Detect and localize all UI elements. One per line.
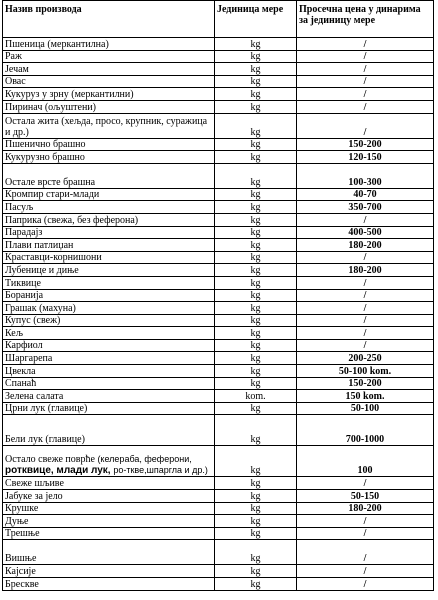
price-cell: / [297,527,434,540]
table-row [3,327,434,340]
table-row [3,502,434,515]
product-name: Остале врсте брашна [3,163,215,188]
product-name: Спанаћ [3,377,215,390]
product-name: Остала жита (хељда, просо, крупник, суражица и др.) [3,113,215,138]
price-cell: 50-100 kom. [297,365,434,378]
product-name: Зелена салата [3,390,215,403]
unit-cell: kg [215,302,297,315]
unit-cell: kg [215,201,297,214]
table-row [3,63,434,76]
product-name-mixed [3,446,215,477]
table-row [3,163,434,188]
price-cell: 180-200 [297,264,434,277]
product-name: Боранија [3,289,215,302]
product-name-part: ро-ткве,шпаргла и др.) [113,465,208,476]
product-name: Парадајз [3,226,215,239]
price-cell: 50-100 [297,402,434,415]
unit-cell: kom. [215,390,297,403]
price-cell: / [297,578,434,591]
unit-cell: kg [215,100,297,113]
table-row [3,402,434,415]
unit-cell: kg [215,88,297,101]
unit-cell: kg [215,138,297,151]
product-name: Јабуке за јело [3,490,215,503]
product-name: Карфиол [3,339,215,352]
price-cell: 350-700 [297,201,434,214]
table-row [3,490,434,503]
product-name: Кељ [3,327,215,340]
product-name: Купус (свеж) [3,314,215,327]
table-row [3,88,434,101]
price-cell: / [297,100,434,113]
unit-cell: kg [215,377,297,390]
product-name: Свеже шљиве [3,477,215,490]
product-name: Цвекла [3,365,215,378]
price-cell: 50-150 [297,490,434,503]
unit-cell: kg [215,314,297,327]
unit-cell: kg [215,264,297,277]
product-name: Кромпир стари-млади [3,188,215,201]
table-row [3,446,434,477]
unit-cell: kg [215,151,297,164]
table-row [3,289,434,302]
product-name: Тиквице [3,276,215,289]
product-name-part: Остало свеже поврће [5,454,98,466]
product-name: Грашак (махуна) [3,302,215,315]
price-cell: / [297,327,434,340]
product-name: Пшенично брашно [3,138,215,151]
product-name: Плави патлиџан [3,239,215,252]
price-cell: / [297,540,434,565]
price-cell: / [297,113,434,138]
product-name: Кукуруз у зрну (меркантилни) [3,88,215,101]
unit-cell: kg [215,515,297,528]
unit-cell: kg [215,477,297,490]
unit-cell: kg [215,565,297,578]
product-name: Дуње [3,515,215,528]
unit-cell: kg [215,63,297,76]
table-row [3,515,434,528]
price-cell: 150 kom. [297,390,434,403]
price-cell: 120-150 [297,151,434,164]
product-name: Брескве [3,578,215,591]
unit-cell: kg [215,578,297,591]
unit-cell: kg [215,188,297,201]
table-row [3,276,434,289]
product-name: Пиринач (ољуштени) [3,100,215,113]
price-cell: 100 [297,446,434,477]
column-header-product: Назив производа [3,1,215,38]
unit-cell: kg [215,251,297,264]
price-table [2,0,434,591]
table-row [3,365,434,378]
unit-cell: kg [215,352,297,365]
product-name: Пасуљ [3,201,215,214]
price-cell: / [297,314,434,327]
product-name: Краставци-корнишони [3,251,215,264]
unit-cell: kg [215,402,297,415]
table-row [3,113,434,138]
product-name: Паприка (свежа, без феферона) [3,213,215,226]
table-row [3,314,434,327]
price-cell: / [297,38,434,51]
price-cell: / [297,63,434,76]
product-name-part: ротквице, млади лук, [5,465,114,477]
unit-cell: kg [215,75,297,88]
price-cell: 40-70 [297,188,434,201]
unit-cell: kg [215,490,297,503]
table-row [3,264,434,277]
table-row [3,75,434,88]
unit-cell: kg [215,446,297,477]
product-name: Вишње [3,540,215,565]
product-name: Бели лук (главице) [3,415,215,446]
unit-cell: kg [215,502,297,515]
price-cell: / [297,50,434,63]
price-cell: 150-200 [297,377,434,390]
table-row [3,251,434,264]
unit-cell: kg [215,339,297,352]
table-row [3,415,434,446]
price-cell: 150-200 [297,138,434,151]
product-name: Црни лук (главице) [3,402,215,415]
product-name: Раж [3,50,215,63]
table-row [3,477,434,490]
table-row [3,390,434,403]
table-row [3,239,434,252]
table-row [3,565,434,578]
price-cell: / [297,477,434,490]
product-name-part: (келераба, феферони, [97,454,192,465]
table-row [3,226,434,239]
price-cell: / [297,339,434,352]
price-cell: / [297,276,434,289]
unit-cell: kg [215,365,297,378]
price-cell: / [297,289,434,302]
table-header-row [3,1,434,38]
table-row [3,578,434,591]
unit-cell: kg [215,540,297,565]
unit-cell: kg [215,113,297,138]
table-row [3,201,434,214]
unit-cell: kg [215,239,297,252]
column-header-price: Просечна цена у динарима за јединицу мере [297,1,434,38]
column-header-unit: Јединица мере [215,1,297,38]
product-name: Трешње [3,527,215,540]
price-cell: / [297,251,434,264]
table-row [3,100,434,113]
price-cell: 100-300 [297,163,434,188]
price-cell: / [297,213,434,226]
unit-cell: kg [215,163,297,188]
table-row [3,377,434,390]
table-row [3,540,434,565]
price-document [2,0,433,591]
price-cell: / [297,302,434,315]
price-cell: / [297,75,434,88]
price-cell: 180-200 [297,502,434,515]
product-name: Лубенице и диње [3,264,215,277]
product-name: Јечам [3,63,215,76]
unit-cell: kg [215,289,297,302]
unit-cell: kg [215,213,297,226]
product-name: Пшеница (меркантилна) [3,38,215,51]
price-cell: / [297,88,434,101]
product-name: Овас [3,75,215,88]
price-cell: / [297,515,434,528]
table-row [3,339,434,352]
price-cell: 700-1000 [297,415,434,446]
table-row [3,527,434,540]
price-cell: 400-500 [297,226,434,239]
table-row [3,50,434,63]
product-name: Кукурузно брашно [3,151,215,164]
price-cell: / [297,565,434,578]
unit-cell: kg [215,276,297,289]
unit-cell: kg [215,50,297,63]
product-name: Крушке [3,502,215,515]
table-row [3,138,434,151]
unit-cell: kg [215,38,297,51]
product-name: Шаргарепа [3,352,215,365]
price-cell: 200-250 [297,352,434,365]
table-row [3,302,434,315]
unit-cell: kg [215,527,297,540]
table-row [3,38,434,51]
unit-cell: kg [215,226,297,239]
table-row [3,188,434,201]
table-row [3,151,434,164]
unit-cell: kg [215,415,297,446]
table-row [3,352,434,365]
product-name: Кајсије [3,565,215,578]
unit-cell: kg [215,327,297,340]
price-cell: 180-200 [297,239,434,252]
table-row [3,213,434,226]
